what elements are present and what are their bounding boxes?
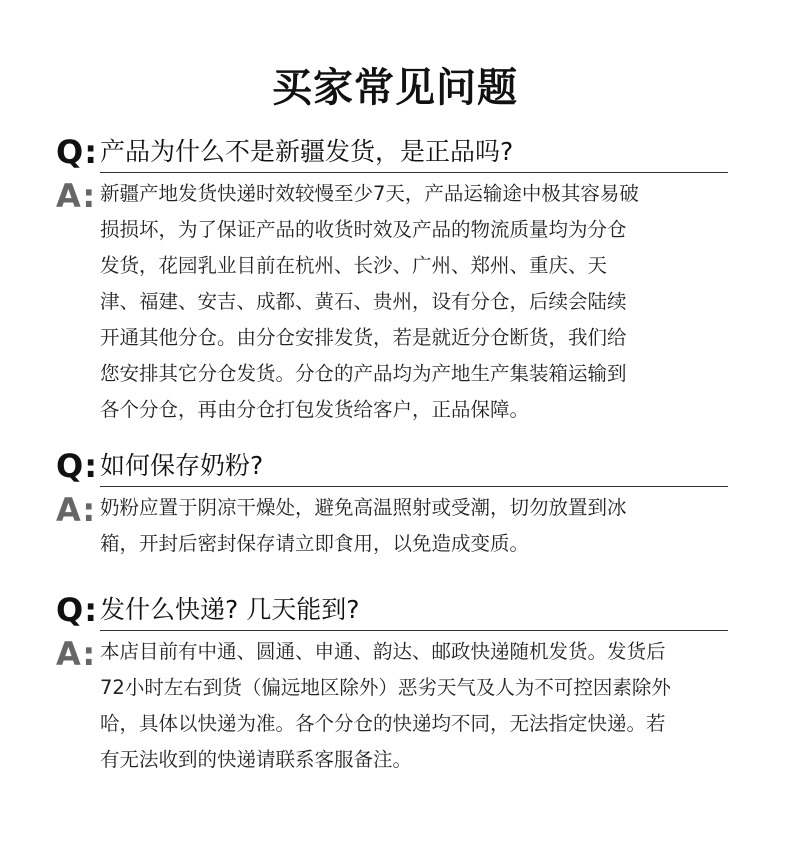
answer-line: 新疆产地发货快递时效较慢至少7天，产品运输途中极其容易破 — [100, 182, 639, 205]
faq-item-3 — [56, 590, 726, 778]
question-text: 如何保存奶粉? — [100, 451, 264, 480]
answer-row — [56, 490, 726, 562]
answer-mark: A: — [56, 491, 97, 529]
question-text: 发什么快递? 几天能到? — [100, 595, 360, 624]
question-row — [56, 446, 726, 486]
answer-line: 箱，开封后密封保存请立即食用，以免造成变质。 — [100, 532, 530, 555]
answer-line: 您安排其它分仓发货。分仓的产品均为产地生产集装箱运输到 — [100, 362, 627, 385]
question-mark: Q: — [56, 133, 98, 171]
question-divider — [100, 172, 728, 173]
answer-line: 各个分仓，再由分仓打包发货给客户，正品保障。 — [100, 398, 530, 421]
question-mark: Q: — [56, 447, 98, 485]
faq-item-2 — [56, 446, 726, 562]
answer-row — [56, 634, 726, 778]
answer-line: 损损坏，为了保证产品的收货时效及产品的物流质量均为分仓 — [100, 218, 627, 241]
answer-row — [56, 176, 726, 428]
page-title: 买家常见问题 — [272, 65, 518, 111]
answer-mark: A: — [56, 635, 97, 673]
question-row — [56, 590, 726, 630]
answer-line: 奶粉应置于阴凉干燥处，避免高温照射或受潮，切勿放置到冰 — [100, 496, 627, 519]
answer-line: 有无法收到的快递请联系客服备注。 — [100, 748, 413, 771]
question-row — [56, 132, 726, 172]
answer-line: 津、福建、安吉、成都、黄石、贵州，设有分仓，后续会陆续 — [100, 290, 627, 313]
question-divider — [100, 630, 728, 631]
faq-item-1 — [56, 132, 726, 428]
answer-line: 72小时左右到货（偏远地区除外）恶劣天气及人为不可控因素除外 — [100, 676, 671, 699]
question-text: 产品为什么不是新疆发货，是正品吗? — [100, 137, 514, 166]
answer-mark: A: — [56, 177, 97, 215]
answer-text — [100, 176, 726, 428]
answer-text — [100, 634, 726, 778]
answer-line: 本店目前有中通、圆通、申通、韵达、邮政快递随机发货。发货后 — [100, 640, 666, 663]
answer-line: 开通其他分仓。由分仓安排发货，若是就近分仓断货，我们给 — [100, 326, 627, 349]
answer-text — [100, 490, 726, 562]
question-divider — [100, 486, 728, 487]
question-mark: Q: — [56, 591, 98, 629]
answer-line: 发货，花园乳业目前在杭州、长沙、广州、郑州、重庆、天 — [100, 254, 608, 277]
answer-line: 哈，具体以快递为准。各个分仓的快递均不同，无法指定快递。若 — [100, 712, 666, 735]
